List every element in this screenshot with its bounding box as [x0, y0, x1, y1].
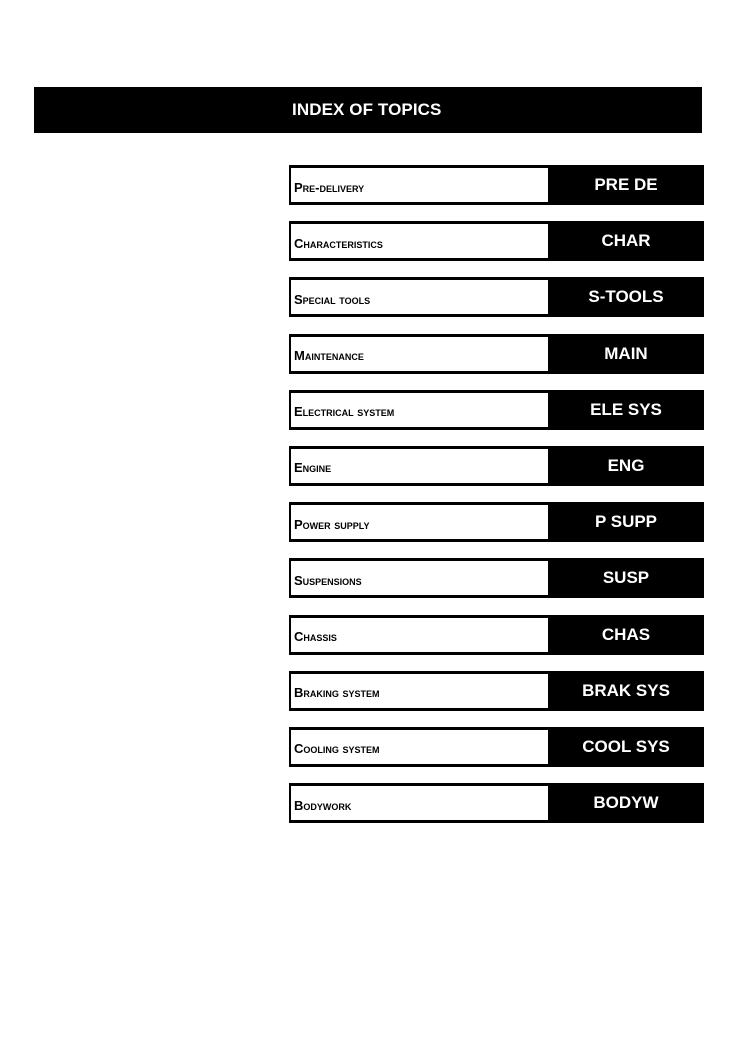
topic-code: S-TOOLS — [548, 277, 704, 317]
topic-code: BRAK SYS — [548, 671, 704, 711]
header-bar — [34, 87, 702, 133]
topic-name: Special tools — [289, 277, 548, 317]
topic-code: ENG — [548, 446, 704, 486]
topic-code: BODYW — [548, 783, 704, 823]
topic-code: ELE SYS — [548, 390, 704, 430]
topic-code: CHAR — [548, 221, 704, 261]
topic-name: Pre-delivery — [289, 165, 548, 205]
topic-name: Power supply — [289, 502, 548, 542]
topic-row-engine[interactable] — [289, 446, 704, 486]
topic-name: Maintenance — [289, 334, 548, 374]
topic-list — [289, 165, 704, 839]
topic-code: PRE DE — [548, 165, 704, 205]
topic-row-bodywork[interactable] — [289, 783, 704, 823]
topic-code: SUSP — [548, 558, 704, 598]
page-title: INDEX OF TOPICS — [292, 100, 442, 119]
topic-row-braking-system[interactable] — [289, 671, 704, 711]
topic-name: Characteristics — [289, 221, 548, 261]
topic-row-power-supply[interactable] — [289, 502, 704, 542]
topic-code: CHAS — [548, 615, 704, 655]
topic-name: Suspensions — [289, 558, 548, 598]
topic-row-chassis[interactable] — [289, 615, 704, 655]
topic-name: Chassis — [289, 615, 548, 655]
topic-row-maintenance[interactable] — [289, 334, 704, 374]
topic-name: Cooling system — [289, 727, 548, 767]
topic-code: COOL SYS — [548, 727, 704, 767]
topic-name: Engine — [289, 446, 548, 486]
topic-row-pre-delivery[interactable] — [289, 165, 704, 205]
topic-row-cooling-system[interactable] — [289, 727, 704, 767]
topic-name: Electrical system — [289, 390, 548, 430]
topic-row-electrical-system[interactable] — [289, 390, 704, 430]
topic-row-special-tools[interactable] — [289, 277, 704, 317]
topic-code: P SUPP — [548, 502, 704, 542]
topic-name: Braking system — [289, 671, 548, 711]
topic-row-suspensions[interactable] — [289, 558, 704, 598]
topic-code: MAIN — [548, 334, 704, 374]
topic-row-characteristics[interactable] — [289, 221, 704, 261]
topic-name: Bodywork — [289, 783, 548, 823]
